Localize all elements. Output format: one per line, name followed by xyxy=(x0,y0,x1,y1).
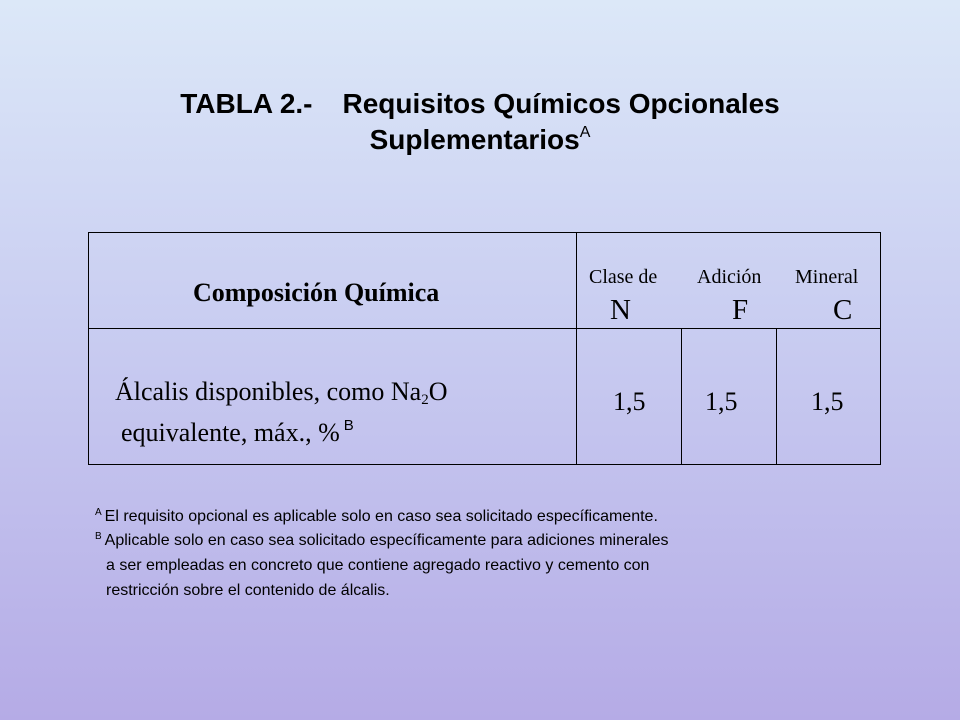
value-class-c: 1,5 xyxy=(811,387,844,416)
column-divider-2 xyxy=(681,329,682,464)
row-footnote-marker: B xyxy=(343,417,354,434)
row-label-line-2 xyxy=(121,417,354,448)
row-label-text-end: O xyxy=(428,377,448,406)
table-number: TABLA 2.- xyxy=(180,88,313,119)
column-divider-3 xyxy=(776,329,777,464)
title-footnote-marker: A xyxy=(579,124,591,141)
row-label-line-1 xyxy=(115,377,447,409)
title-text-continued: Suplementarios xyxy=(369,124,580,155)
requirements-table xyxy=(88,232,881,465)
title-line-2 xyxy=(0,124,960,156)
footnote-b-line-2: a ser empleadas en concreto que contiene agregado reactivo y cemento con xyxy=(106,557,650,574)
row-label-text-2: equivalente, máx., % xyxy=(121,418,340,447)
title-line-1 xyxy=(0,88,960,120)
footnote-a-marker: A xyxy=(95,507,102,518)
title-text: Requisitos Químicos Opcionales xyxy=(342,88,780,119)
footnote-a-text: El requisito opcional es aplicable solo en caso sea solicitado específicamente. xyxy=(104,508,658,525)
row-label-subscript: 2 xyxy=(421,392,429,408)
value-class-n: 1,5 xyxy=(613,387,646,416)
header-class-f: F xyxy=(732,294,749,326)
footnote-a xyxy=(95,507,658,526)
header-divider xyxy=(89,328,880,329)
header-chemical-composition: Composición Química xyxy=(193,278,440,307)
footnote-b-text-1: Aplicable solo en caso sea solicitado específicamente para adiciones minerales xyxy=(104,532,669,549)
footnote-b-line-3: restricción sobre el contenido de álcalis. xyxy=(106,582,390,599)
header-group-word-3: Mineral xyxy=(795,266,859,288)
header-class-c: C xyxy=(833,294,853,326)
header-group-word-2: Adición xyxy=(697,266,762,288)
header-group-word-1: Clase de xyxy=(589,266,658,288)
footnote-b xyxy=(95,531,669,550)
column-divider-1 xyxy=(576,233,577,464)
value-class-f: 1,5 xyxy=(705,387,738,416)
footnote-b-marker: B xyxy=(95,531,102,542)
header-class-n: N xyxy=(610,294,631,326)
row-label-text: Álcalis disponibles, como Na xyxy=(115,377,422,406)
